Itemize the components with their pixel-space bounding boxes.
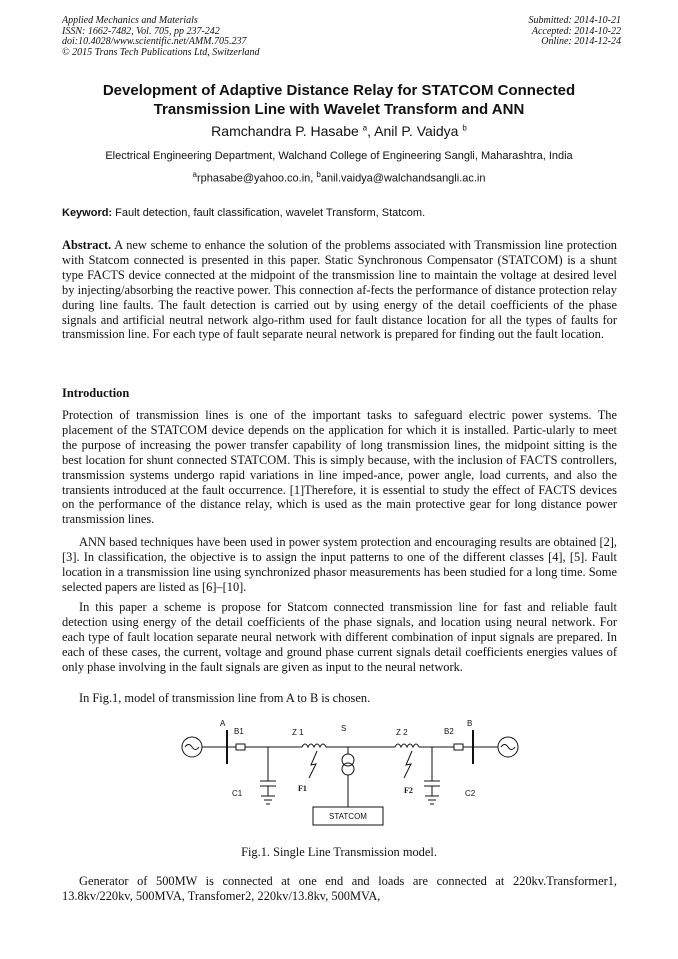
doi: doi:10.4028/www.scientific.net/AMM.705.237 <box>62 36 247 47</box>
breaker-b2 <box>454 744 463 750</box>
fault-f2-icon <box>404 751 412 778</box>
label-a: A <box>220 719 226 728</box>
paper-title <box>30 81 648 119</box>
email-2: anil.vaidya@walchandsangli.ac.in <box>320 172 486 185</box>
generator-left-wave-icon <box>185 745 199 750</box>
label-z1: Z 1 <box>292 728 304 737</box>
authors <box>0 123 678 139</box>
intro-paragraph-4: In Fig.1, model of transmission line from A to B is chosen. <box>79 691 371 705</box>
label-f1: F1 <box>298 784 307 793</box>
label-b2: B2 <box>444 727 454 736</box>
online-date: Online: 2014-12-24 <box>541 36 621 47</box>
dates-info <box>529 16 622 48</box>
submitted-date: Submitted: 2014-10-21 <box>528 15 621 26</box>
author-2-sup: b <box>462 123 467 133</box>
label-c1: C1 <box>232 789 243 798</box>
intro-paragraph-2: ANN based techniques have been used in power system protection and encouraging results are obtained [2], [3]. In classification, the objective is to assign the input patterns to one of the different classes [4], [5]. Fault location in a transmission line using synchronized phasor measurements has been studied for a long time. Some selected papers are listed as [6]–[10]. <box>62 535 617 594</box>
accepted-date: Accepted: 2014-10-22 <box>531 25 621 37</box>
email-2-sup: b <box>316 170 321 179</box>
figure-1-caption: Fig.1. Single Line Transmission model. <box>241 845 437 859</box>
affiliation: Electrical Engineering Department, Walchand College of Engineering Sangli, Maharashtra, India <box>105 150 573 162</box>
journal-name: Applied Mechanics and Materials <box>62 15 198 26</box>
emails <box>0 170 678 185</box>
author-1-sup: a <box>362 123 368 133</box>
impedance-z1-icon <box>302 744 326 747</box>
label-b: B <box>467 719 473 728</box>
label-b1: B1 <box>234 727 244 736</box>
impedance-z2-icon <box>395 744 419 747</box>
email-1-sup: a <box>192 170 197 179</box>
label-z2: Z 2 <box>396 728 408 737</box>
generator-right-wave-icon <box>501 745 515 750</box>
title-line-1: Development of Adaptive Distance Relay for STATCOM Connected <box>102 82 576 99</box>
section-heading-introduction: Introduction <box>62 386 130 400</box>
fault-f1-icon <box>309 751 317 778</box>
intro-paragraph-3: In this paper a scheme is propose for Statcom connected transmission line for fast and reliable fault detection using energy of the detail coefficients of the phase signals, and location using neural network. For each type of fault location separate neural network with different combination of input signals are prepared. In each of these cases, the current, voltage and ground phase current signals detail coefficients energies values of only phase involving in the fault signals are given as input to the neural network. <box>62 600 617 674</box>
label-s: S <box>341 724 347 733</box>
keyword-label: Keyword: <box>62 207 113 219</box>
keyword-text: Fault detection, fault classification, wavelet Transform, Statcom. <box>112 207 426 219</box>
keywords <box>62 207 622 219</box>
email-1: rphasabe@yahoo.co.in, <box>196 172 317 185</box>
figure-1-diagram <box>170 714 530 834</box>
author-1: Ramchandra P. Hasabe <box>211 123 359 139</box>
issn: ISSN: 1662-7482, Vol. 705, pp 237-242 <box>62 25 220 37</box>
author-2: Anil P. Vaidya <box>374 123 459 139</box>
label-c2: C2 <box>465 789 476 798</box>
intro-paragraph-1: Protection of transmission lines is one of the important tasks to safeguard electric power systems. The placement of the STATCOM device depends on the application for which it is installed. Partic-ularly to meet the purpose of increasing the power transfer capability of long transmission lines, the midpoint sitting is the best location for shunt connected STATCOM. This is simply because, with the inclusion of FACTS controllers, transmission systems undergo rapid variations in line imped-ance, power angle, load currents, and also the transients introduced at the fault occurrence. [1]Therefore, it is essential to study the effect of FACTS devices on the performance of the distance relay, which is used as the main protective gear for long distance power transmission lines. <box>62 408 617 527</box>
label-f2: F2 <box>404 786 413 795</box>
abstract-label: Abstract. <box>62 238 112 252</box>
author-separator: , <box>367 123 375 139</box>
statcom-transformer-bottom <box>342 763 354 775</box>
label-statcom: STATCOM <box>329 812 367 821</box>
abstract-text: A new scheme to enhance the solution of the problems associated with Transmission line protection with Statcom connected is presented in this paper. Static Synchronous Compensator (STATCOM) is a shunt type FACTS device connected at the midpoint of the transmission line to maintain the voltage at desired level by injecting/absorbing the reactive power. This connection af-fects the performance of distance protection relay during line faults. The fault detection is carried out by using energy of the detail coefficients of the phase signals and artificial neutral network algo-rithm used for fault distance location for all the types of faults for transmission line. For each type of fault separate neural network is prepared for finding out the fault location. <box>62 238 617 342</box>
title-line-2: Transmission Line with Wavelet Transform and ANN <box>153 101 525 118</box>
abstract <box>62 238 617 342</box>
journal-info <box>62 16 260 58</box>
breaker-b1 <box>236 744 245 750</box>
body-paragraph-generator: Generator of 500MW is connected at one end and loads are connected at 220kv.Transformer1, 13.8kv/220kv, 500MVA, Transfomer2, 220kv/13.8kv, 500MVA, <box>62 874 617 903</box>
copyright: © 2015 Trans Tech Publications Ltd, Switzerland <box>62 46 260 58</box>
